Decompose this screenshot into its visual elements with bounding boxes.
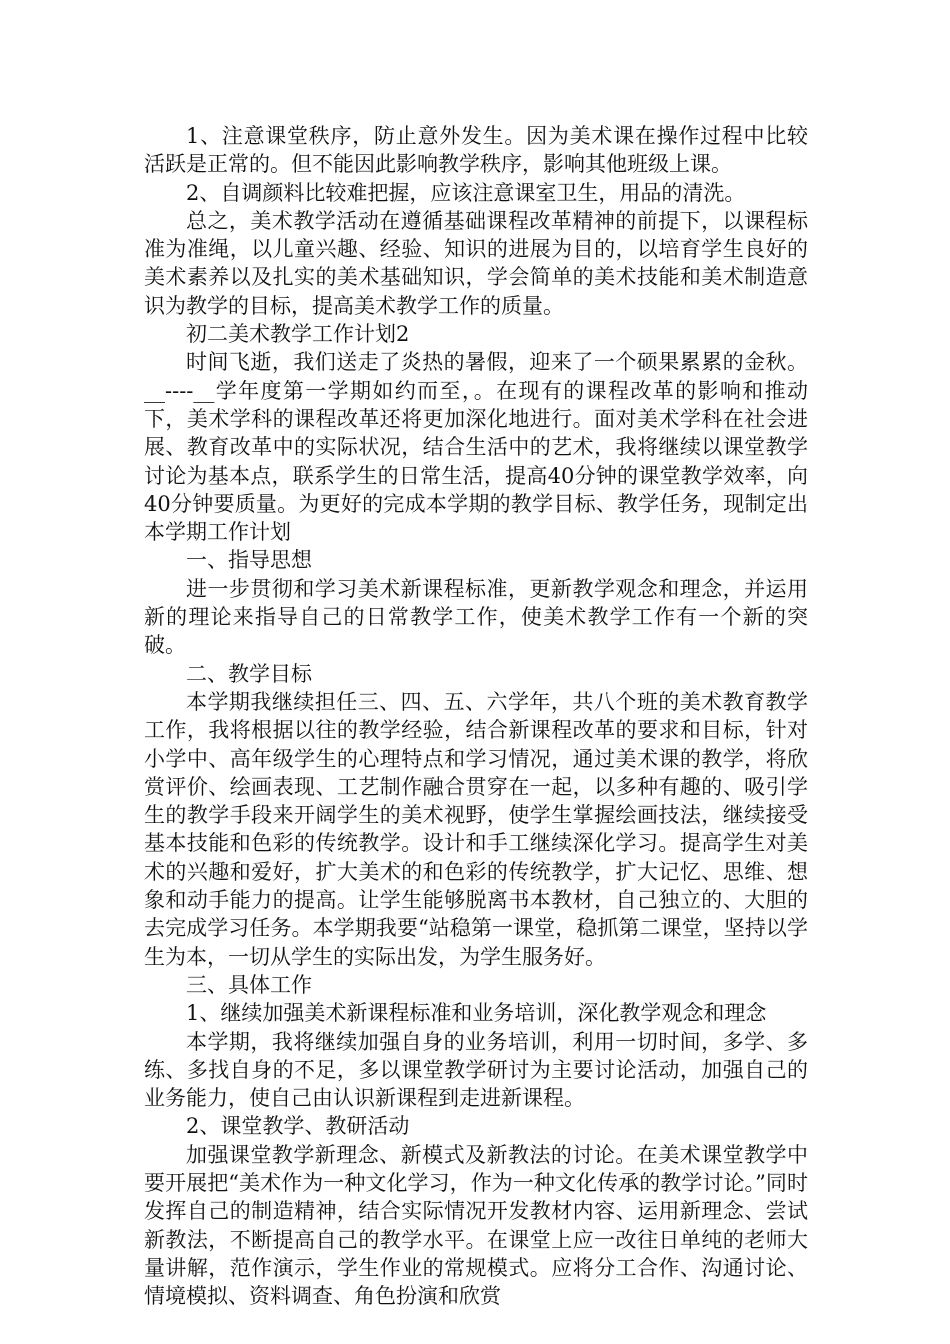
paragraph-guiding-thought: 进一步贯彻和学习美术新课程标准，更新教学观念和理念，并运用新的理论来指导自己的日常教学工作，使美术教学工作有一个新的突破。 [144,576,808,658]
document-page [144,122,808,1310]
heading-teaching-goals: 二、教学目标 [186,661,312,686]
paragraph-introduction: 时间飞逝，我们送走了炎热的暑假，迎来了一个硕果累累的金秋。__----__学年度第一学期如约而至，。在现有的课程改革的影响和推动下，美术学科的课程改革还将更加深化地进行。面对美术学科在社会进展、教育改革中的实际状况，结合生活中的艺术，我将继续以课堂教学讨论为基本点，联系学生的日常生活，提高40分钟的课堂教学效率，向40分钟要质量。为更好的完成本学期的教学目标、教学任务，现制定出本学期工作计划 [144,350,808,545]
paragraph-work-item-1: 1、继续加强美术新课程标准和业务培训，深化教学观念和理念 [186,1001,767,1026]
paragraph-self-training: 本学期，我将继续加强自身的业务培训，利用一切时间，多学、多练、多找自身的不足，多以课堂教学研讨为主要讨论活动，加强自己的业务能力，使自己由认识新课程到走进新课程。 [144,1029,808,1111]
heading-guiding-thought: 一、指导思想 [186,548,312,573]
paragraph-classroom-research: 加强课堂教学新理念、新模式及新教法的讨论。在美术课堂教学中要开展把“美术作为一种文化学习，作为一种文化传承的教学讨论。”同时发挥自己的制造精神，结合实际情况开发教材内容、运用新理念、尝试新教法，不断提高自己的教学水平。在课堂上应一改往日单纯的老师大量讲解，范作演示，学生作业的常规模式。应将分工合作、沟通讨论、情境模拟、资料调查、角色扮演和欣赏 [144,1142,808,1309]
paragraph-summary: 总之，美术教学活动在遵循基础课程改革精神的前提下，以课程标准为准绳，以儿童兴趣、经验、知识的进展为目的，以培育学生良好的美术素养以及扎实的美术基础知识，学会简单的美术技能和美术制造意识为教学的目标，提高美术教学工作的质量。 [144,208,808,318]
section-title-plan-2: 初二美术教学工作计划2 [186,322,410,347]
heading-specific-work: 三、具体工作 [186,972,312,997]
paragraph-classroom-order: 1、注意课堂秩序，防止意外发生。因为美术课在操作过程中比较活跃是正常的。但不能因此影响教学秩序，影响其他班级上课。 [144,124,808,177]
paragraph-paint-hygiene: 2、自调颜料比较难把握，应该注意课室卫生，用品的清洗。 [186,180,746,205]
paragraph-teaching-goals: 本学期我继续担任三、四、五、六学年，共八个班的美术教育教学工作，我将根据以往的教学经验，结合新课程改革的要求和目标，针对小学中、高年级学生的心理特点和学习情况，通过美术课的教学，将欣赏评价、绘画表现、工艺制作融合贯穿在一起，以多种有趣的、吸引学生的教学手段来开阔学生的美术视野，使学生掌握绘画技法，继续接受基本技能和色彩的传统教学。设计和手工继续深化学习。提高学生对美术的兴趣和爱好，扩大美术的和色彩的传统教学，扩大记忆、思维、想象和动手能力的提高。让学生能够脱离书本教材，自己独立的、大胆的去完成学习任务。本学期我要“站稳第一课堂，稳抓第二课堂，坚持以学生为本，一切从学生的实际出发，为学生服务好。 [144,689,808,969]
heading-classroom-research: 2、课堂教学、教研活动 [186,1114,410,1139]
